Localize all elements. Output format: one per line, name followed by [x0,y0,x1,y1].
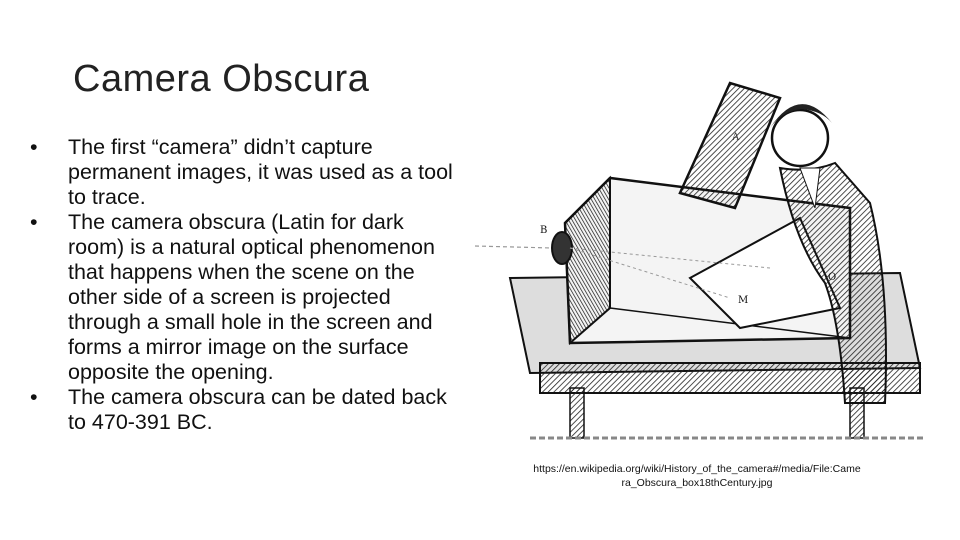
bullet-item: • The camera obscura (Latin for dark room) is a natural optical phenomenon that happens when the scene on the other side of a screen is projected through a small hole in the screen and forms a mirror image on the surface opposite the opening. [30,210,460,385]
bullet-item: • The camera obscura can be dated back to 470-391 BC. [30,385,460,435]
label-a: A [732,132,740,143]
camera-obscura-illustration [470,68,930,443]
bullet-item: • The first “camera” didn’t capture permanent images, it was used as a tool to trace. [30,135,460,210]
hinged-lid [680,83,780,208]
label-b: B [540,225,548,236]
image-caption: https://en.wikipedia.org/wiki/History_of_the_camera#/media/File:Camera_Obscura_box18thCentury.jpg [533,463,861,489]
bullet-list [30,135,460,435]
slide-title: Camera Obscura [73,58,370,100]
label-m: M [738,295,749,306]
label-o: O [828,272,837,283]
